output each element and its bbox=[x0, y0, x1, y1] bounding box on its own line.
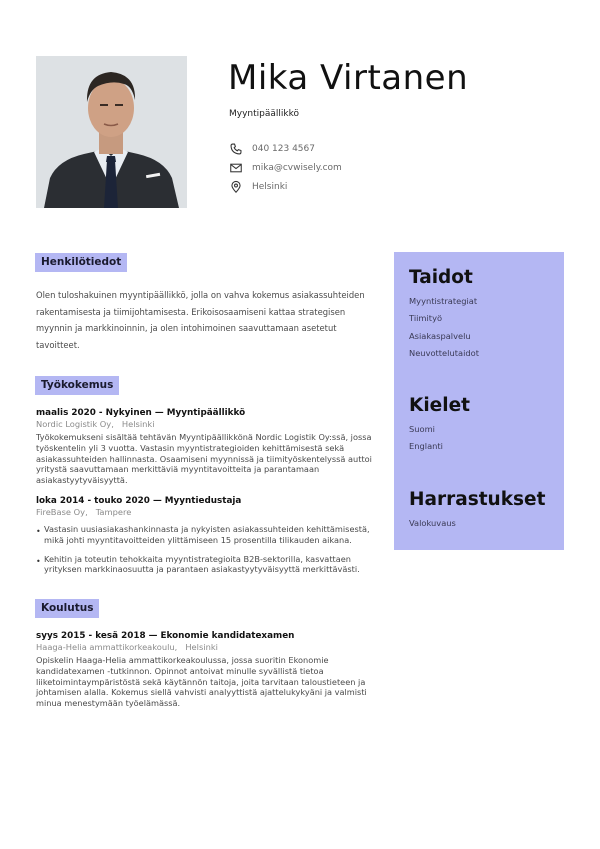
school-name: Haaga-Helia ammattikorkeakoulu, bbox=[36, 642, 178, 652]
job-entry-employer bbox=[36, 419, 382, 430]
hobbies-heading: Harrastukset bbox=[409, 489, 546, 510]
profile-photo bbox=[36, 56, 187, 208]
phone-number[interactable]: 040 123 4567 bbox=[252, 143, 315, 154]
language-item: Englanti bbox=[409, 441, 443, 452]
job-entry-title: loka 2014 - touko 2020 — Myyntiedustaja bbox=[36, 496, 242, 506]
personal-summary: Olen tuloshakuinen myyntipäällikkö, jolla on vahva kokemus asiakassuhteiden rakentamisesta ja tiimijohtamisesta. Erikoisosaamiseni kattaa strategisen myynnin ja markkinoinnin, ja olen intohimoinen saavuttamaan asetetut tavoitteet. bbox=[36, 290, 365, 350]
languages-heading: Kielet bbox=[409, 395, 470, 416]
mail-icon bbox=[229, 161, 243, 175]
skills-heading: Taidot bbox=[409, 267, 473, 288]
job-entry-employer bbox=[36, 507, 382, 518]
job-entry bbox=[36, 495, 382, 583]
skills-list bbox=[409, 295, 479, 364]
education-entry-description: Opiskelin Haaga-Helia ammattikorkeakoulussa, jossa suoritin Ekonomie kandidatexamen -tutkinnon. Opinnot antoivat minulle syvällistä tietoa liiketoimintaympäristöstä sekä käytännön taitoja, joita tarvitaan taloustieteen ja johtamisen alalla. Kokemus siellä vahvisti analyyttistä ajattelukykyäni ja valmisti minua menestymään työelämässä. bbox=[36, 655, 367, 709]
section-heading-personal: Henkilötiedot bbox=[35, 253, 127, 272]
employer-name: FireBase Oy, bbox=[36, 507, 88, 517]
profile-photo-illustration bbox=[36, 56, 187, 208]
language-item: Suomi bbox=[409, 424, 435, 434]
location-pin-icon bbox=[229, 180, 243, 194]
education-entry-school bbox=[36, 642, 382, 653]
education-entry bbox=[36, 630, 382, 709]
employer-name: Nordic Logistik Oy, bbox=[36, 419, 114, 429]
job-entry-bullets bbox=[36, 524, 382, 575]
employer-city: Tampere bbox=[95, 507, 132, 517]
skill-item: Tiimityö bbox=[409, 313, 443, 324]
hobbies-list bbox=[409, 517, 456, 534]
contact-location-row bbox=[229, 177, 342, 196]
contact-email-row bbox=[229, 158, 342, 177]
languages-list bbox=[409, 423, 443, 458]
email-address[interactable]: mika@cvwisely.com bbox=[252, 162, 342, 173]
hobby-item: Valokuvaus bbox=[409, 518, 456, 528]
school-city: Helsinki bbox=[185, 642, 218, 652]
education-entry-title: syys 2015 - kesä 2018 — Ekonomie kandidatexamen bbox=[36, 631, 295, 641]
contact-phone-row bbox=[229, 139, 342, 158]
job-entry bbox=[36, 407, 382, 486]
skill-item: Neuvottelutaidot bbox=[409, 347, 479, 358]
location: Helsinki bbox=[252, 181, 288, 192]
job-entry-description: Työkokemukseni sisältää tehtävän Myyntipäällikkönä Nordic Logistik Oy:ssä, jossa työskentelin yli 3 vuotta. Vastasin myyntistrategioiden kehittämisestä sekä asiakassuhteiden hallinnasta. Osaamiseni myynnissä ja tiimityöskentelyssä auttoi yritystä saavuttamaan merkittäviä myyntitavoitteita ja parantamaan asiakastyytyväisyyttä. bbox=[36, 432, 372, 486]
skill-item: Myyntistrategiat bbox=[409, 296, 478, 306]
contact-info bbox=[229, 139, 342, 196]
job-title: Myyntipäällikkö bbox=[229, 109, 300, 119]
bullet-item: • Kehitin ja toteutin tehokkaita myyntistrategioita B2B-sektorilla, kasvattaen yrityksen markkinaosuutta ja parantaen asiakastyytyväisyyttä merkittävästi. bbox=[36, 554, 382, 576]
candidate-name: Mika Virtanen bbox=[228, 58, 469, 98]
phone-icon bbox=[229, 142, 243, 156]
section-heading-experience: Työkokemus bbox=[35, 376, 119, 395]
job-entry-title: maalis 2020 - Nykyinen — Myyntipäällikkö bbox=[36, 408, 246, 418]
bullet-item: • Vastasin uusiasiakashankinnasta ja nykyisten asiakassuhteiden kehittämisestä, mikä johti myyntitavoitteiden ylittämiseen 15 prosentilla tilikauden aikana. bbox=[36, 524, 382, 546]
skill-item: Asiakaspalvelu bbox=[409, 330, 471, 341]
sidebar bbox=[394, 252, 564, 550]
section-heading-education: Koulutus bbox=[35, 599, 99, 618]
employer-city: Helsinki bbox=[121, 419, 155, 429]
